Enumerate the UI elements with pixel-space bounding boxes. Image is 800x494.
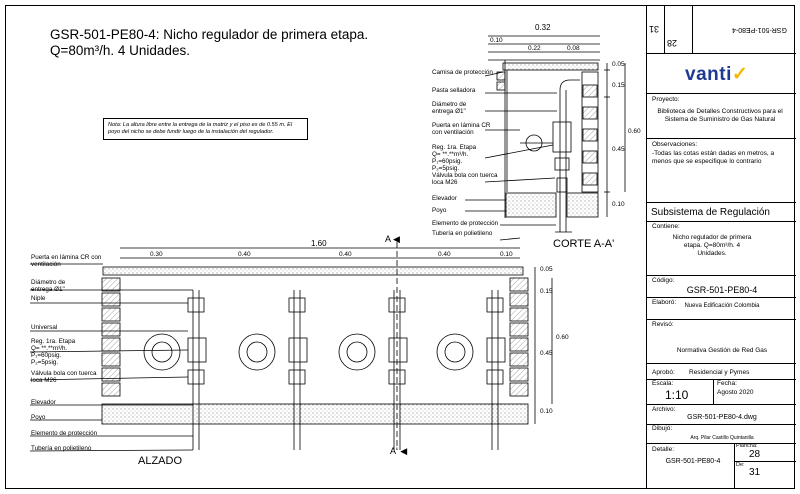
header-codigo-rot: GSR-501-PE80-4 — [732, 26, 787, 33]
codigo-value: GSR-501-PE80-4 — [686, 285, 758, 295]
elev-label-tuberia: Tubería en polietileno — [31, 445, 92, 452]
sec-dim-060: 0.60 — [628, 128, 641, 135]
subsistema: Subsistema de Regulación — [651, 207, 770, 218]
elev-label-diametro: Diámetro de entrega Ø1" — [31, 279, 66, 293]
aprobo-value: Residencial y Pymes — [689, 369, 750, 376]
elev-dim-010: 0.10 — [500, 251, 513, 258]
elev-label-valvula: Válvula bola con tuerca loca M26 — [31, 370, 97, 384]
proyecto-value: Biblioteca de Detalles Constructivos para el Sistema de Suministro de Gas Natural — [657, 108, 783, 123]
fecha-value: Agosto 2020 — [717, 389, 754, 396]
header-plancha-rot: 28 — [667, 38, 678, 48]
section-view — [465, 36, 625, 240]
section-roof-slab — [503, 63, 598, 70]
elev-rdim-045: 0.45 — [540, 350, 553, 357]
elev-dim-030: 0.30 — [150, 251, 163, 258]
logo-check-icon: ✓ — [731, 64, 749, 85]
label-tuberia: Tubería en polietileno — [432, 230, 493, 237]
sec-dim-015: 0.15 — [612, 82, 625, 89]
label-pasta: Pasta selladora — [432, 87, 476, 94]
elev-label-p2: P₂=5psig. — [31, 359, 59, 366]
label-poyo: Poyo — [432, 207, 447, 214]
cut-marker-top: A ◀ — [385, 234, 400, 244]
elev-rdim-015: 0.15 — [540, 288, 553, 295]
elev-label-elemento: Elemento de protección — [31, 430, 98, 437]
elev-dim-040b: 0.40 — [339, 251, 352, 258]
aprobo-label: Aprobó: — [652, 369, 675, 376]
regulator-unit-4 — [437, 290, 505, 450]
vanti-logo — [685, 63, 748, 86]
label-elemento: Elemento de protección — [432, 220, 499, 227]
label-elevador: Elevador — [432, 195, 457, 202]
elev-label-reg: Reg. 1ra. Etapa — [31, 338, 76, 345]
cut-marker-bottom: A' ◀ — [390, 446, 408, 456]
archivo-label: Archivo: — [652, 406, 676, 413]
elevation-view — [30, 242, 552, 451]
label-p1: P₁=60psig. — [432, 158, 463, 165]
escala-label: Escala: — [652, 380, 674, 387]
header-de-rot: 31 — [649, 24, 660, 34]
elev-label-p1: P₁=60psig. — [31, 352, 62, 359]
elev-label-puerta: Puerta en lámina CR con ventilación — [31, 254, 102, 268]
detalle-value: GSR-501-PE80-4 — [665, 458, 721, 465]
elev-label-poyo: Poyo — [31, 414, 46, 421]
label-q: Q= **.**m³/h. — [432, 151, 469, 158]
regulator-unit-2 — [239, 290, 307, 450]
title-line-2: Q=80m³/h. 4 Unidades. — [50, 43, 190, 58]
elevation-door-slab — [103, 267, 523, 275]
elaboro-value: Nueva Edificación Colombia — [684, 303, 760, 309]
detalle-label: Detalle: — [652, 446, 675, 453]
elevation-poyo — [102, 404, 528, 424]
elaboro-label: Elaboró: — [652, 299, 677, 306]
section-regulator — [553, 122, 571, 152]
logo-text: vanti — [685, 64, 732, 85]
plancha-label: Plancha: — [736, 443, 758, 449]
elev-rdim-005: 0.05 — [540, 266, 553, 273]
elev-label-q: Q= **.**m³/h. — [31, 345, 68, 352]
section-title: CORTE A-A' — [553, 238, 615, 250]
plancha-value: 28 — [749, 449, 761, 460]
note-box: Nota: La altura libre entre la entrega de la matriz y el piso es de 0.55 m. El poyo del nicho se debe fundir luego de la instalación del regulador. — [103, 118, 308, 140]
dibujo-label: Dibujó: — [652, 425, 673, 432]
sec-dim-045: 0.45 — [612, 146, 625, 153]
elev-label-elevador: Elevador — [31, 399, 56, 406]
label-reg: Reg. 1ra. Etapa — [432, 144, 477, 151]
contiene-value: Nicho regulador de primera etapa. Q=80m³/h. 4 Unidades. — [672, 234, 752, 257]
dim-008: 0.08 — [567, 45, 580, 52]
de-value: 31 — [749, 467, 761, 478]
dim-022: 0.22 — [528, 45, 541, 52]
elev-rdim-060: 0.60 — [556, 334, 569, 341]
label-p2: P₂=5psig. — [432, 165, 460, 172]
label-puerta: Puerta en lámina CR con ventilación — [432, 122, 491, 136]
observaciones-label: Observaciones: — [652, 141, 698, 148]
sec-dim-005: 0.05 — [612, 61, 625, 68]
label-valvula: Válvula bola con tuerca loca M26 — [432, 172, 498, 186]
elev-dim-040c: 0.40 — [438, 251, 451, 258]
elev-label-niple: Niple — [31, 295, 46, 302]
de-label: De: — [736, 462, 745, 468]
label-camisa: Camisa de protección — [432, 69, 493, 76]
cut-marker-top-text: A — [385, 234, 391, 244]
sec-dim-010: 0.10 — [612, 201, 625, 208]
fecha-label: Fecha: — [717, 380, 737, 387]
title-block — [646, 5, 795, 489]
elev-dim-040a: 0.40 — [238, 251, 251, 258]
reviso-label: Revisó: — [652, 321, 674, 328]
elev-dim-total: 1.60 — [311, 239, 327, 248]
observaciones-value: -Todas las cotas están dadas en metros, a menos que se especifique lo contrario — [652, 150, 775, 165]
regulator-unit-1 — [144, 290, 206, 450]
elev-rdim-010: 0.10 — [540, 408, 553, 415]
cut-marker-bottom-text: A' — [390, 446, 398, 456]
section-poyo — [506, 193, 556, 217]
elev-label-universal: Universal — [31, 324, 58, 331]
title-line-1: GSR-501-PE80-4: Nicho regulador de primera etapa. — [50, 27, 369, 42]
elevation-title: ALZADO — [138, 455, 183, 467]
codigo-label: Código: — [652, 277, 675, 284]
proyecto-label: Proyecto: — [652, 96, 680, 103]
escala-value: 1:10 — [665, 388, 689, 402]
reviso-value: Normativa Gestión de Red Gas — [676, 347, 768, 354]
dibujo-value: Arq. Pilar Castillo Quintanilla — [690, 435, 754, 441]
label-diametro: Diámetro de entrega Ø1" — [432, 101, 467, 115]
dim-032: 0.32 — [535, 23, 551, 32]
dim-010-top: 0.10 — [490, 37, 503, 44]
archivo-value: GSR-501-PE80-4.dwg — [687, 414, 757, 421]
contiene-label: Contiene: — [652, 223, 680, 230]
